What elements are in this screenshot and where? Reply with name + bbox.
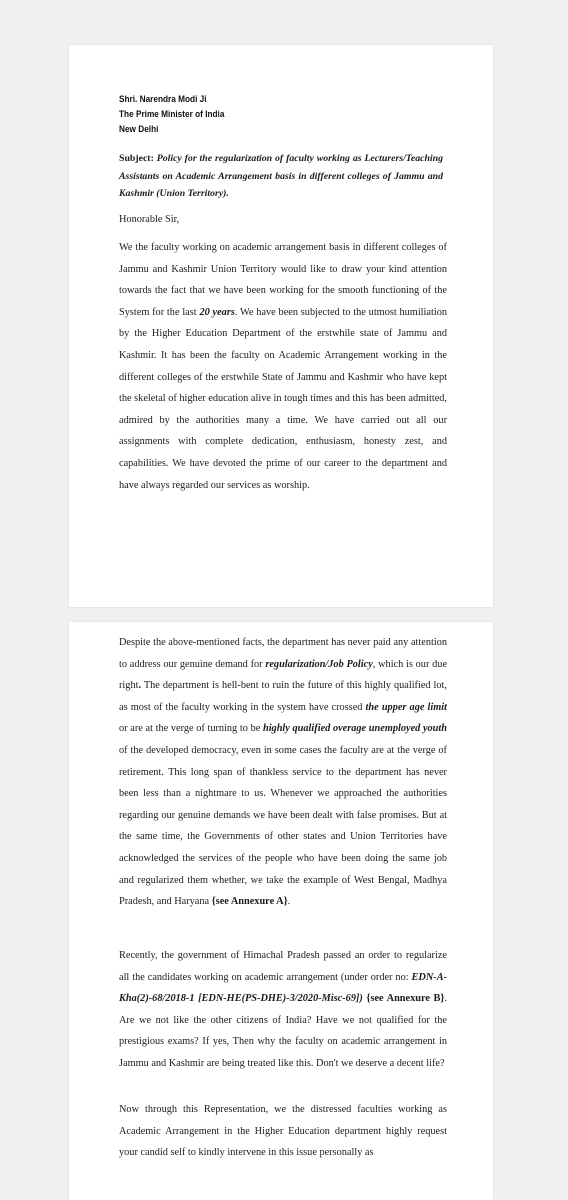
order-number: EDN-A-Kha(2)-68/2018-1 [EDN-HE(PS-DHE)-3/2020-Misc-69]) xyxy=(119,971,447,1005)
paragraph-1-text-b: . We have been subjected to the utmost humiliation by the Higher Education Department of the erstwhile state of Jammu and Kashmir. It has been the faculty on Academic Arrangement working in the different colleges of the erstwhile State of Jammu and Kashmir who have kept the skeletal of higher education alive in tough times and this has been admitted, admired by the authorities many a time. We have carried out all our assignments with complete dedication, enthusiasm, honesty zest, and capabilities. We have devoted the prime of our career to the department and have always regarded our services as worship. xyxy=(119,306,447,491)
salutation: Honorable Sir, xyxy=(119,214,180,225)
emphasis-overage-youth: highly qualified overage unemployed youth xyxy=(262,723,447,735)
paragraph-2 xyxy=(119,632,447,913)
emphasis-20-years: 20 years xyxy=(199,306,235,318)
subject-line xyxy=(119,150,443,203)
document-page-1 xyxy=(69,45,493,607)
subject-label: Subject: xyxy=(119,153,154,164)
recipient-address xyxy=(119,92,242,137)
paragraph-2-text-e: of the developed democracy, even in some cases the faculty are at the verge of retirement. This long span of thankless service to the department has never been less than a nightmare to us. Whenever we approached the authorities regarding our genuine demands we have been dealt with false promises. But at the same time, the Governments of other states and Union Territories have acknowledged the services of the people who have been doing the same job and regularized them whether, we take the example of West Bengal, Madhya Pradesh, and Haryana xyxy=(119,744,447,908)
emphasis-upper-age-limit: the upper age limit xyxy=(365,701,447,713)
document-page-2 xyxy=(69,622,493,1200)
emphasis-regularization: regularization/Job Policy xyxy=(265,658,373,670)
paragraph-2-text-a: Despite the above-mentioned facts, the department has never paid any attention to address our genuine demand for xyxy=(119,637,447,670)
recipient-name: Shri. Narendra Modi Ji xyxy=(119,94,207,105)
recipient-city: New Delhi xyxy=(119,124,159,135)
paragraph-3 xyxy=(119,945,447,1075)
annexure-b-reference: {see Annexure B} xyxy=(366,993,445,1005)
subject-text: Policy for the regularization of faculty working as Lecturers/Teaching Assistants on Academic Arrangement basis in different colleges of Jammu and Kashmir (Union Territory). xyxy=(119,153,443,199)
paragraph-2-text-c: The department is hell-bent to ruin the future of this highly qualified lot, as most of the faculty working in the system have crossed xyxy=(119,680,447,713)
paragraph-1-text-a: We the faculty working on academic arrangement basis in different colleges of Jammu and Kashmir Union Territory would like to draw your kind attention towards the fact that we have been working for the smooth functioning of the System for the last xyxy=(119,242,447,318)
paragraph-2-text-d: or are at the verge of turning to be xyxy=(119,723,263,735)
annexure-a-reference: {see Annexure A} xyxy=(211,896,288,908)
paragraph-1 xyxy=(119,237,447,496)
paragraph-3-text-c: . Are we not like the other citizens of India? Have we not qualified for the prestigious exams? If yes, Then why the faculty on academic arrangement in Jammu and Kashmir are being treated like this. Don't we deserve a decent life? xyxy=(119,993,448,1069)
paragraph-2-text-f: . xyxy=(287,896,291,908)
emphasis-period: . xyxy=(138,680,142,692)
paragraph-3-text-a: Recently, the government of Himachal Pradesh passed an order to regularize all the candidates working on academic arrangement (under order no: xyxy=(119,950,447,983)
recipient-title: The Prime Minister of India xyxy=(119,109,225,120)
paragraph-4: Now through this Representation, we the distressed faculties working as Academic Arrangement in the Higher Education department highly request your candid self to kindly intervene in this issue personally as xyxy=(119,1104,447,1159)
paragraph-2-text-b: , which is our due right xyxy=(119,658,448,692)
